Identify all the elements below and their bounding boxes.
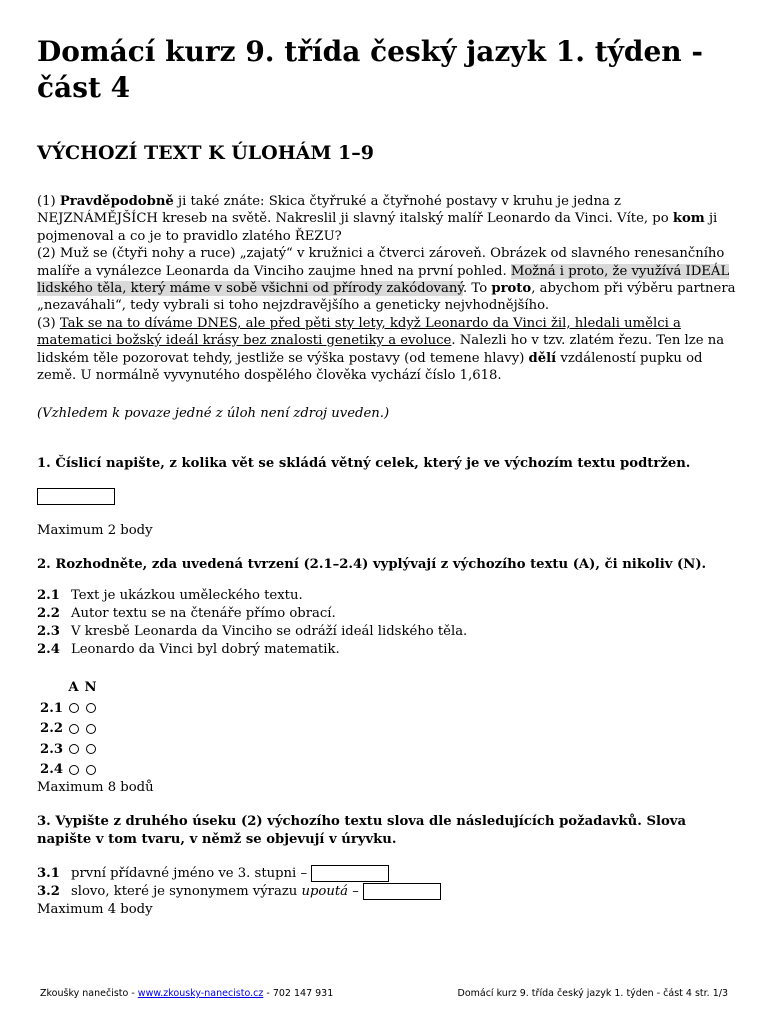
radio-n[interactable] — [86, 703, 96, 713]
statement-text: Leonardo da Vinci byl dobrý matematik. — [71, 642, 340, 657]
italic-word: upoutá — [301, 884, 349, 899]
section-heading: VÝCHOZÍ TEXT K ÚLOHÁM 1–9 — [37, 142, 374, 164]
item-3-2 — [37, 883, 441, 901]
bold-word: kom — [672, 211, 705, 227]
row-label: 2.4 — [40, 762, 63, 777]
paragraph-text: , abychom při výběru partnera „nezaváhali“, tedy vybrali si toho nejzdravějšího a geneticky nejvhodnějšího. — [37, 281, 736, 314]
radio-a[interactable] — [69, 724, 79, 734]
radio-n[interactable] — [86, 765, 96, 775]
answer-row — [37, 719, 99, 740]
paragraph-text: ji pojmenoval a co je to pravidlo zlatého ŘEZU? — [37, 211, 718, 244]
max-points-2: Maximum 8 bodů — [37, 780, 154, 795]
item-text: slovo, které je synonymem výrazu — [71, 884, 302, 899]
statement-item — [37, 587, 467, 605]
item-number: 3.1 — [37, 866, 60, 881]
answer-row — [37, 699, 99, 720]
statement-number: 2.3 — [37, 624, 60, 639]
answer-input-1[interactable] — [37, 488, 115, 505]
radio-n[interactable] — [86, 744, 96, 754]
paragraph-text: ji také znáte: Skica čtyřruké a čtyřnohé postavy v kruhu je jedna z NEJZNÁMĚJŠÍCH kreseb na světě. Nakreslil ji slavný italský malíř Leonardo da Vinci. Víte, po — [37, 194, 673, 227]
statement-text: V kresbě Leonarda da Vinciho se odráží ideál lidského těla. — [71, 624, 468, 639]
max-points-3: Maximum 4 body — [37, 902, 153, 917]
question-2: 2. Rozhodněte, zda uvedená tvrzení (2.1–2.4) vyplývají z výchozího textu (A), či nikoliv (N). — [37, 557, 707, 572]
highlighted-sentence: Možná i proto, že využívá IDEÁL lidského těla, který máme v sobě všichni od přírody zakódovaný — [37, 263, 730, 297]
question-3: 3. Vypište z druhého úseku (2) výchozího textu slova dle následujících požadavků. Slova napište v tom tvaru, v němž se objevují v úryvku. — [37, 814, 686, 847]
paragraph-text: vzdáleností pupku od země. U normálně vyvynutého dospělého člověka vychází číslo 1,618. — [37, 350, 703, 384]
item-text: první přídavné jméno ve 3. stupni – — [71, 866, 308, 881]
statement-number: 2.4 — [37, 642, 60, 657]
radio-a[interactable] — [69, 765, 79, 775]
paragraph-text: . Nalezli ho v tzv. zlatém řezu. Ten lze na lidském těle pozorovat tehdy, jestliže se výška postavy (od temene hlavy) — [37, 333, 725, 366]
paragraph-1 — [37, 193, 737, 245]
radio-a[interactable] — [69, 744, 79, 754]
footer-left — [40, 988, 333, 1000]
row-label: 2.1 — [40, 700, 63, 716]
column-n-header: N — [84, 680, 97, 695]
question-1: 1. Číslicí napište, z kolika vět se skládá větný celek, který je ve výchozím textu podtržen. — [37, 456, 691, 471]
column-a-header: A — [68, 680, 79, 695]
item-number: 3.2 — [37, 884, 60, 899]
paragraph-text: . To — [463, 281, 492, 297]
source-note: (Vzhledem k povaze jedné z úloh není zdroj uveden.) — [37, 406, 390, 421]
footer-text: Zkoušky nanečisto - — [40, 988, 138, 999]
source-text — [37, 193, 737, 384]
answer-input-3-2[interactable] — [363, 883, 441, 900]
underlined-sentence: Tak se na to díváme DNES, ale před pěti sty lety, když Leonardo da Vinci žil, hledali umělci a matematici božský ideál krásy bez znalosti genetiky a evoluce — [37, 315, 681, 349]
answer-input-3-1[interactable] — [311, 865, 389, 882]
paragraph-text: (2) Muž se (čtyři nohy a ruce) „zajatý“ v kružnici a čtverci zároveň. Obrázek od slavného renesančního malíře a vynálezce Leonarda da Vinciho zaujme hned na první pohled. — [37, 246, 725, 279]
item-text: – — [348, 884, 359, 899]
statement-text: Autor textu se na čtenáře přímo obrací. — [71, 606, 336, 621]
answer-box-wrap-1 — [37, 488, 115, 506]
max-points-1: Maximum 2 body — [37, 523, 153, 538]
bold-word: Pravděpodobně — [59, 194, 174, 209]
statement-list — [37, 587, 467, 659]
row-label: 2.2 — [40, 721, 63, 736]
paragraph-number: (3) — [37, 315, 60, 331]
statement-item — [37, 641, 467, 659]
statement-item — [37, 605, 467, 623]
question-3-items — [37, 865, 441, 919]
paragraph-number: (1) — [37, 194, 56, 209]
answer-row — [37, 760, 99, 781]
footer-link[interactable]: www.zkousky-nanecisto.cz — [137, 988, 264, 999]
bold-word: dělí — [528, 350, 557, 366]
answer-row — [37, 740, 99, 761]
paragraph-3 — [37, 315, 737, 385]
page-title: Domácí kurz 9. třída český jazyk 1. týden - část 4 — [37, 35, 704, 104]
statement-text: Text je ukázkou uměleckého textu. — [71, 588, 303, 603]
answer-grid — [37, 678, 99, 781]
footer-phone: - 702 147 931 — [263, 988, 334, 999]
statement-item — [37, 623, 467, 641]
radio-a[interactable] — [69, 703, 79, 713]
statement-number: 2.1 — [37, 588, 60, 603]
footer-right: Domácí kurz 9. třída český jazyk 1. týden - část 4 str. 1/3 — [457, 988, 728, 999]
paragraph-2 — [37, 245, 737, 315]
bold-word: proto — [491, 281, 532, 297]
radio-n[interactable] — [86, 724, 96, 734]
row-label: 2.3 — [40, 741, 63, 757]
item-3-1 — [37, 865, 441, 883]
statement-number: 2.2 — [37, 606, 60, 621]
